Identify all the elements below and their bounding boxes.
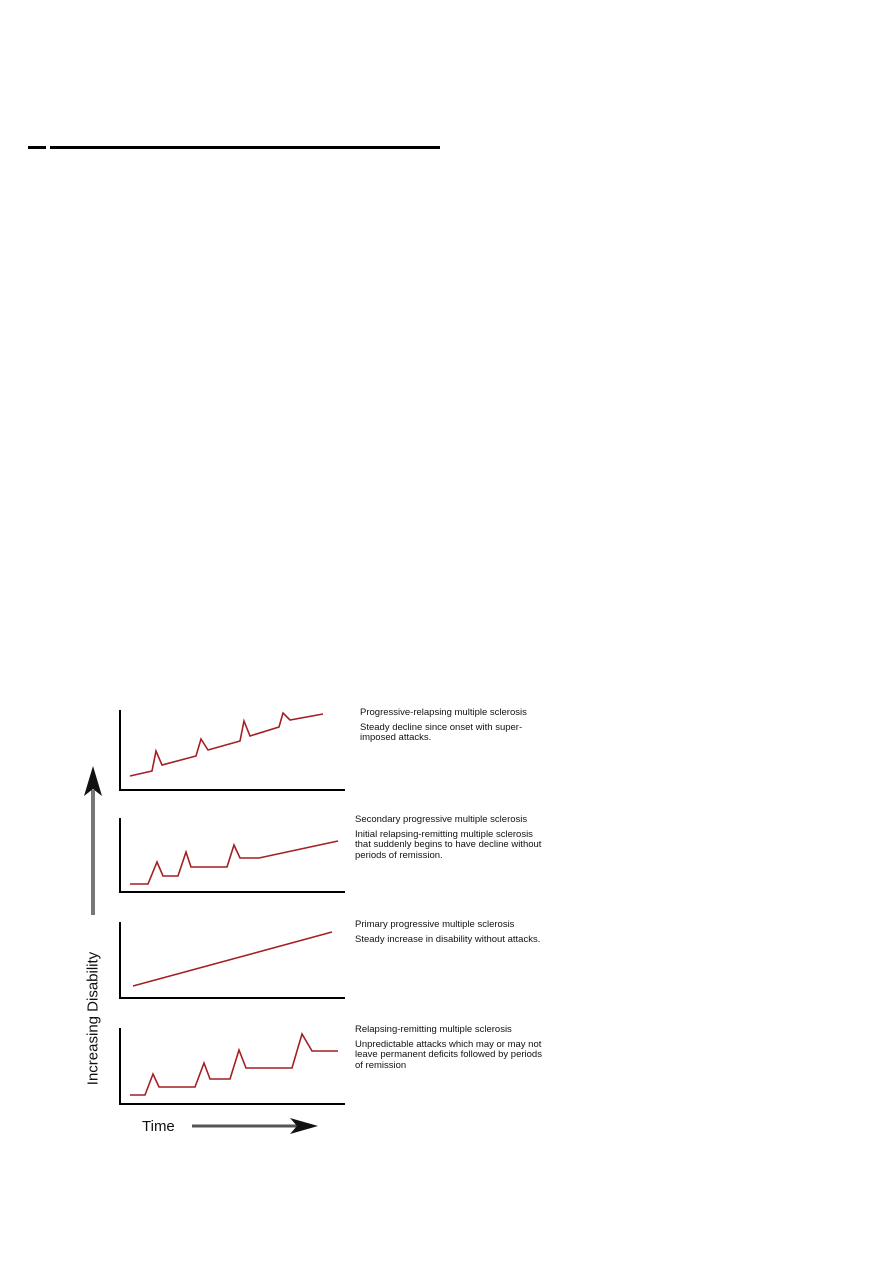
- panel-axes: [120, 922, 345, 998]
- disability-curve: [130, 713, 323, 776]
- disability-curve: [130, 1034, 338, 1095]
- y-axis-label: Increasing Disability: [84, 951, 102, 1086]
- caption-description: Unpredictable attacks which may or may not leave permanent deficits followed by periods of remission: [355, 1038, 542, 1071]
- caption-title: Progressive-relapsing multiple sclerosis: [360, 707, 527, 718]
- caption-relapsing-remitting: [355, 1025, 580, 1071]
- caption-progressive-relapsing: [360, 708, 580, 744]
- panel-relapsing-remitting: [120, 1028, 345, 1104]
- caption-title: Relapsing-remitting multiple sclerosis: [355, 1024, 512, 1035]
- panel-axes: [120, 1028, 345, 1104]
- caption-primary-progressive: [355, 920, 580, 945]
- disability-curve: [130, 841, 338, 884]
- panel-axes: [120, 710, 345, 790]
- panel-axes: [120, 818, 345, 892]
- caption-description: Steady increase in disability without attacks.: [355, 933, 541, 945]
- disability-curve: [133, 932, 332, 986]
- caption-description: Steady decline since onset with super- imposed attacks.: [360, 721, 523, 743]
- caption-secondary-progressive: [355, 815, 580, 861]
- caption-title: Primary progressive multiple sclerosis: [355, 919, 515, 930]
- x-axis-arrow: [192, 1118, 318, 1134]
- panel-progressive-relapsing: [120, 710, 345, 790]
- x-axis-label: Time: [142, 1118, 175, 1135]
- y-axis-arrow: [84, 766, 102, 915]
- panel-secondary-progressive: [120, 818, 345, 892]
- caption-description: Initial relapsing-remitting multiple sclerosis that suddenly begins to have decline without periods of remission.: [355, 828, 542, 861]
- caption-title: Secondary progressive multiple sclerosis: [355, 814, 528, 825]
- panel-primary-progressive: [120, 922, 345, 998]
